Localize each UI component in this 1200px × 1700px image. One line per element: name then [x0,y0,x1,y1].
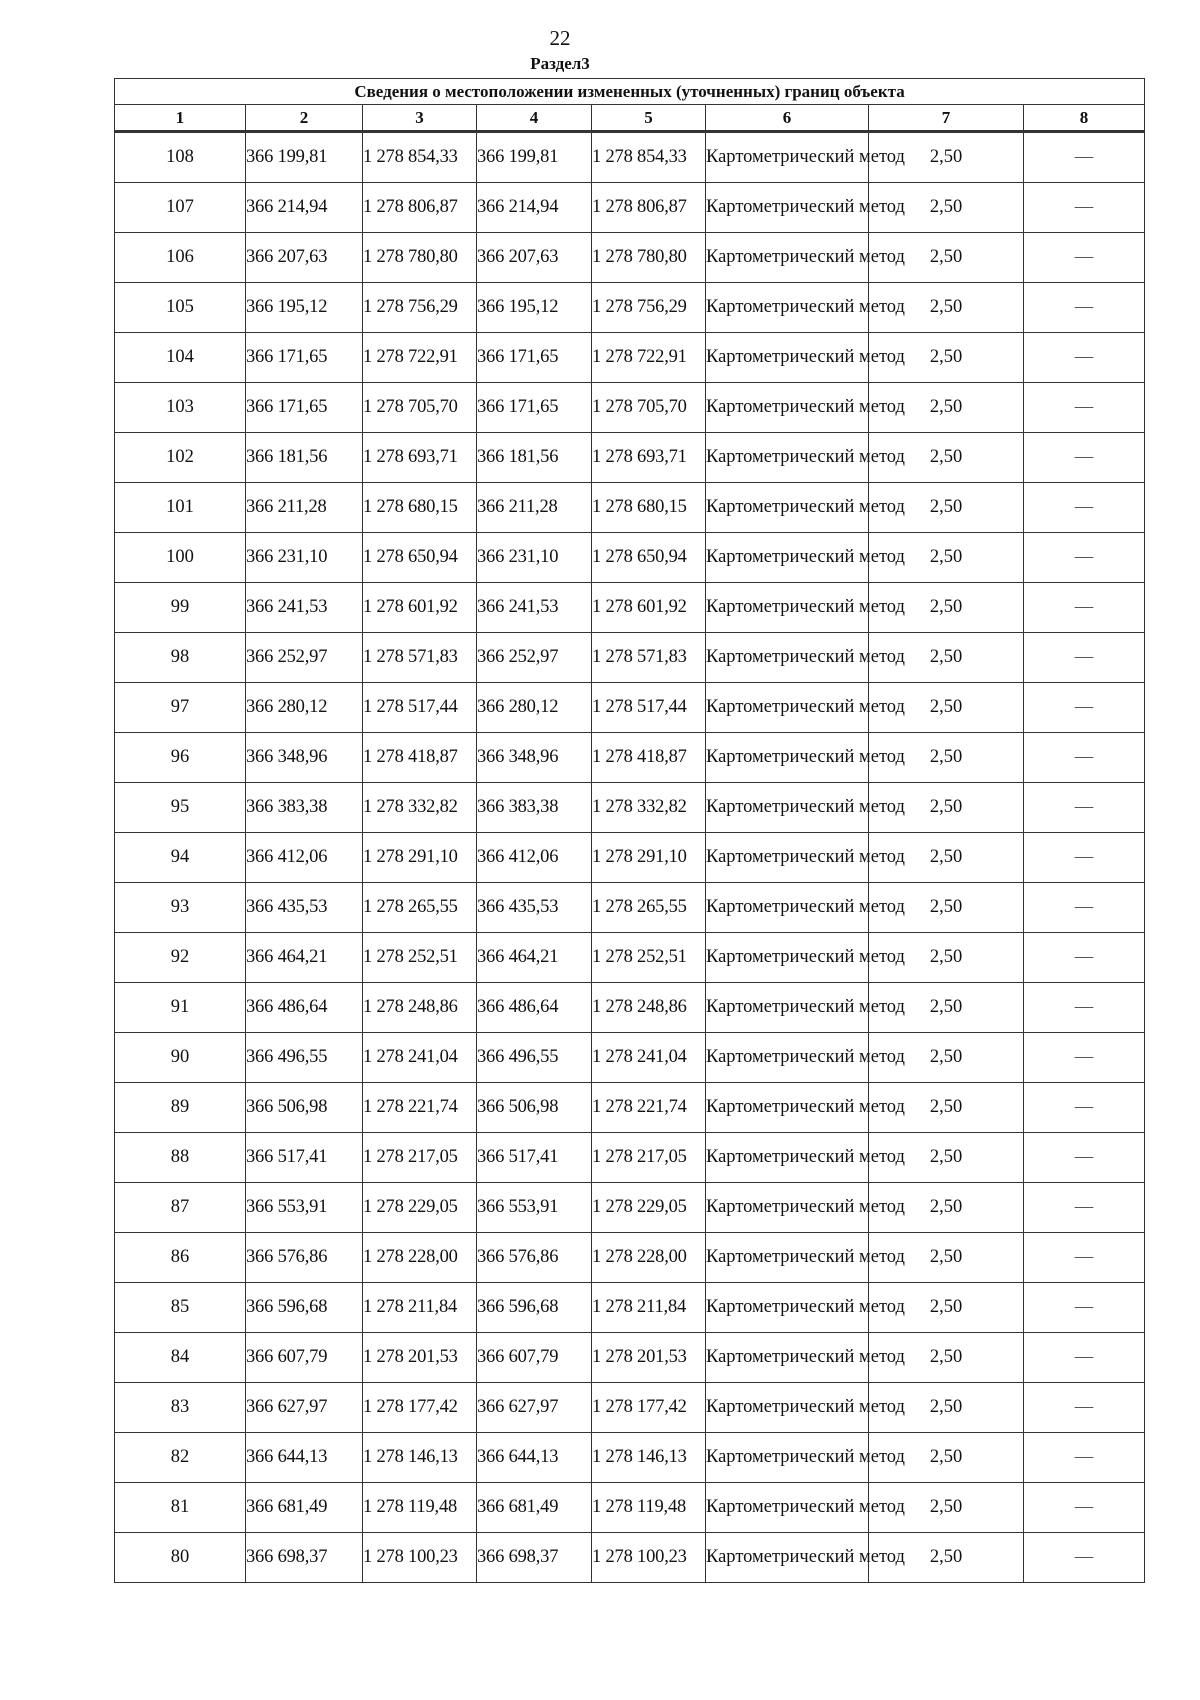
refined-y: 1 278 221,74 [592,1083,706,1133]
existing-x: 366 280,12 [246,683,363,733]
table-row [115,283,1145,333]
refined-y: 1 278 265,55 [592,883,706,933]
refined-x: 366 231,10 [477,533,592,583]
refined-y: 1 278 722,91 [592,333,706,383]
accuracy-value: 2,50 [869,883,1024,933]
existing-x: 366 348,96 [246,733,363,783]
accuracy-value: 2,50 [869,583,1024,633]
refined-y: 1 278 100,23 [592,1533,706,1583]
column-number: 5 [592,105,706,132]
refined-x: 366 412,06 [477,833,592,883]
accuracy-value: 2,50 [869,1383,1024,1433]
existing-y: 1 278 177,42 [363,1383,477,1433]
table-row [115,633,1145,683]
refined-x: 366 496,55 [477,1033,592,1083]
existing-x: 366 644,13 [246,1433,363,1483]
existing-y: 1 278 221,74 [363,1083,477,1133]
existing-x: 366 214,94 [246,183,363,233]
accuracy-value: 2,50 [869,1483,1024,1533]
description-dash: — [1024,483,1145,533]
table-row [115,1033,1145,1083]
description-dash: — [1024,383,1145,433]
determination-method: Картометрический метод [706,733,869,783]
point-number: 108 [115,132,246,183]
refined-y: 1 278 650,94 [592,533,706,583]
determination-method: Картометрический метод [706,983,869,1033]
point-number: 80 [115,1533,246,1583]
refined-x: 366 553,91 [477,1183,592,1233]
description-dash: — [1024,1333,1145,1383]
refined-y: 1 278 780,80 [592,233,706,283]
accuracy-value: 2,50 [869,1283,1024,1333]
refined-x: 366 199,81 [477,132,592,183]
accuracy-value: 2,50 [869,483,1024,533]
section-title: Раздел3 [530,54,590,73]
description-dash: — [1024,883,1145,933]
accuracy-value: 2,50 [869,1333,1024,1383]
refined-y: 1 278 252,51 [592,933,706,983]
point-number: 87 [115,1183,246,1233]
existing-y: 1 278 601,92 [363,583,477,633]
existing-y: 1 278 722,91 [363,333,477,383]
determination-method: Картометрический метод [706,1533,869,1583]
table-caption: Сведения о местоположении измененных (уточненных) границ объекта [115,79,1145,105]
determination-method: Картометрический метод [706,633,869,683]
refined-x: 366 252,97 [477,633,592,683]
determination-method: Картометрический метод [706,1133,869,1183]
refined-x: 366 214,94 [477,183,592,233]
determination-method: Картометрический метод [706,1033,869,1083]
determination-method: Картометрический метод [706,1483,869,1533]
existing-x: 366 435,53 [246,883,363,933]
accuracy-value: 2,50 [869,333,1024,383]
accuracy-value: 2,50 [869,783,1024,833]
refined-y: 1 278 756,29 [592,283,706,333]
existing-y: 1 278 229,05 [363,1183,477,1233]
existing-x: 366 698,37 [246,1533,363,1583]
table-row [115,933,1145,983]
refined-y: 1 278 806,87 [592,183,706,233]
determination-method: Картометрический метод [706,783,869,833]
existing-y: 1 278 265,55 [363,883,477,933]
determination-method: Картометрический метод [706,533,869,583]
point-number: 89 [115,1083,246,1133]
point-number: 81 [115,1483,246,1533]
determination-method: Картометрический метод [706,333,869,383]
refined-x: 366 486,64 [477,983,592,1033]
existing-y: 1 278 217,05 [363,1133,477,1183]
column-number: 4 [477,105,592,132]
table-row [115,1433,1145,1483]
point-number: 83 [115,1383,246,1433]
column-number: 8 [1024,105,1145,132]
column-number: 3 [363,105,477,132]
accuracy-value: 2,50 [869,633,1024,683]
refined-y: 1 278 291,10 [592,833,706,883]
determination-method: Картометрический метод [706,383,869,433]
existing-x: 366 496,55 [246,1033,363,1083]
point-number: 94 [115,833,246,883]
accuracy-value: 2,50 [869,833,1024,883]
determination-method: Картометрический метод [706,1233,869,1283]
existing-y: 1 278 211,84 [363,1283,477,1333]
determination-method: Картометрический метод [706,132,869,183]
refined-x: 366 698,37 [477,1533,592,1583]
existing-y: 1 278 517,44 [363,683,477,733]
refined-x: 366 596,68 [477,1283,592,1333]
refined-y: 1 278 177,42 [592,1383,706,1433]
column-number: 2 [246,105,363,132]
existing-y: 1 278 418,87 [363,733,477,783]
table-body [115,132,1145,1583]
point-number: 95 [115,783,246,833]
existing-y: 1 278 650,94 [363,533,477,583]
determination-method: Картометрический метод [706,1183,869,1233]
refined-y: 1 278 571,83 [592,633,706,683]
existing-y: 1 278 201,53 [363,1333,477,1383]
accuracy-value: 2,50 [869,1033,1024,1083]
column-number: 7 [869,105,1024,132]
refined-x: 366 241,53 [477,583,592,633]
description-dash: — [1024,1033,1145,1083]
description-dash: — [1024,683,1145,733]
existing-y: 1 278 332,82 [363,783,477,833]
description-dash: — [1024,433,1145,483]
page-number: 22 [549,26,571,50]
existing-x: 366 412,06 [246,833,363,883]
description-dash: — [1024,983,1145,1033]
table-row [115,433,1145,483]
determination-method: Картометрический метод [706,1383,869,1433]
existing-x: 366 506,98 [246,1083,363,1133]
description-dash: — [1024,583,1145,633]
point-number: 101 [115,483,246,533]
existing-x: 366 553,91 [246,1183,363,1233]
accuracy-value: 2,50 [869,283,1024,333]
description-dash: — [1024,1083,1145,1133]
existing-y: 1 278 228,00 [363,1233,477,1283]
refined-x: 366 211,28 [477,483,592,533]
table-row [115,783,1145,833]
accuracy-value: 2,50 [869,983,1024,1033]
accuracy-value: 2,50 [869,1433,1024,1483]
determination-method: Картометрический метод [706,1333,869,1383]
point-number: 98 [115,633,246,683]
existing-y: 1 278 248,86 [363,983,477,1033]
existing-y: 1 278 780,80 [363,233,477,283]
determination-method: Картометрический метод [706,233,869,283]
existing-x: 366 231,10 [246,533,363,583]
table-row [115,1133,1145,1183]
table-row [115,383,1145,433]
table-row [115,1533,1145,1583]
refined-x: 366 506,98 [477,1083,592,1133]
determination-method: Картометрический метод [706,483,869,533]
point-number: 97 [115,683,246,733]
refined-y: 1 278 854,33 [592,132,706,183]
refined-y: 1 278 248,86 [592,983,706,1033]
accuracy-value: 2,50 [869,1533,1024,1583]
refined-x: 366 517,41 [477,1133,592,1183]
existing-x: 366 252,97 [246,633,363,683]
description-dash: — [1024,1483,1145,1533]
existing-y: 1 278 241,04 [363,1033,477,1083]
existing-x: 366 596,68 [246,1283,363,1333]
point-number: 104 [115,333,246,383]
determination-method: Картометрический метод [706,933,869,983]
refined-x: 366 181,56 [477,433,592,483]
description-dash: — [1024,132,1145,183]
accuracy-value: 2,50 [869,1183,1024,1233]
determination-method: Картометрический метод [706,683,869,733]
existing-y: 1 278 571,83 [363,633,477,683]
existing-y: 1 278 252,51 [363,933,477,983]
determination-method: Картометрический метод [706,1433,869,1483]
table-row [115,533,1145,583]
refined-y: 1 278 705,70 [592,383,706,433]
point-number: 107 [115,183,246,233]
determination-method: Картометрический метод [706,183,869,233]
existing-x: 366 681,49 [246,1483,363,1533]
existing-y: 1 278 146,13 [363,1433,477,1483]
accuracy-value: 2,50 [869,433,1024,483]
refined-x: 366 607,79 [477,1333,592,1383]
determination-method: Картометрический метод [706,433,869,483]
determination-method: Картометрический метод [706,883,869,933]
description-dash: — [1024,1233,1145,1283]
existing-x: 366 627,97 [246,1383,363,1433]
table-row [115,483,1145,533]
refined-y: 1 278 211,84 [592,1283,706,1333]
existing-x: 366 181,56 [246,433,363,483]
existing-y: 1 278 854,33 [363,132,477,183]
existing-y: 1 278 100,23 [363,1533,477,1583]
table-row [115,733,1145,783]
refined-y: 1 278 517,44 [592,683,706,733]
column-number: 6 [706,105,869,132]
table-row [115,132,1145,183]
table-row [115,583,1145,633]
existing-x: 366 383,38 [246,783,363,833]
refined-x: 366 383,38 [477,783,592,833]
existing-x: 366 195,12 [246,283,363,333]
description-dash: — [1024,933,1145,983]
existing-x: 366 576,86 [246,1233,363,1283]
accuracy-value: 2,50 [869,1133,1024,1183]
existing-x: 366 171,65 [246,333,363,383]
point-number: 96 [115,733,246,783]
description-dash: — [1024,283,1145,333]
existing-y: 1 278 705,70 [363,383,477,433]
description-dash: — [1024,633,1145,683]
refined-y: 1 278 228,00 [592,1233,706,1283]
existing-x: 366 171,65 [246,383,363,433]
point-number: 100 [115,533,246,583]
refined-y: 1 278 693,71 [592,433,706,483]
boundary-coordinates-table [114,78,1145,1583]
refined-y: 1 278 601,92 [592,583,706,633]
existing-x: 366 199,81 [246,132,363,183]
point-number: 85 [115,1283,246,1333]
refined-y: 1 278 217,05 [592,1133,706,1183]
description-dash: — [1024,333,1145,383]
accuracy-value: 2,50 [869,233,1024,283]
refined-x: 366 195,12 [477,283,592,333]
accuracy-value: 2,50 [869,183,1024,233]
point-number: 99 [115,583,246,633]
description-dash: — [1024,733,1145,783]
refined-y: 1 278 332,82 [592,783,706,833]
accuracy-value: 2,50 [869,683,1024,733]
description-dash: — [1024,1133,1145,1183]
table-row [115,983,1145,1033]
determination-method: Картометрический метод [706,283,869,333]
accuracy-value: 2,50 [869,533,1024,583]
table-row [115,883,1145,933]
table-row [115,183,1145,233]
description-dash: — [1024,533,1145,583]
description-dash: — [1024,183,1145,233]
table-row [115,1333,1145,1383]
refined-x: 366 280,12 [477,683,592,733]
accuracy-value: 2,50 [869,933,1024,983]
existing-y: 1 278 693,71 [363,433,477,483]
existing-y: 1 278 756,29 [363,283,477,333]
accuracy-value: 2,50 [869,733,1024,783]
refined-x: 366 171,65 [477,333,592,383]
existing-x: 366 486,64 [246,983,363,1033]
refined-x: 366 681,49 [477,1483,592,1533]
description-dash: — [1024,783,1145,833]
point-number: 102 [115,433,246,483]
existing-y: 1 278 680,15 [363,483,477,533]
refined-y: 1 278 229,05 [592,1183,706,1233]
existing-x: 366 464,21 [246,933,363,983]
refined-x: 366 435,53 [477,883,592,933]
table-row [115,1383,1145,1433]
refined-y: 1 278 241,04 [592,1033,706,1083]
description-dash: — [1024,233,1145,283]
existing-x: 366 241,53 [246,583,363,633]
refined-x: 366 576,86 [477,1233,592,1283]
description-dash: — [1024,1183,1145,1233]
refined-x: 366 644,13 [477,1433,592,1483]
accuracy-value: 2,50 [869,1083,1024,1133]
determination-method: Картометрический метод [706,583,869,633]
accuracy-value: 2,50 [869,383,1024,433]
point-number: 90 [115,1033,246,1083]
table-row [115,683,1145,733]
point-number: 92 [115,933,246,983]
existing-x: 366 607,79 [246,1333,363,1383]
existing-y: 1 278 291,10 [363,833,477,883]
refined-y: 1 278 680,15 [592,483,706,533]
table-row [115,1233,1145,1283]
refined-x: 366 207,63 [477,233,592,283]
refined-x: 366 627,97 [477,1383,592,1433]
determination-method: Картометрический метод [706,833,869,883]
point-number: 91 [115,983,246,1033]
refined-y: 1 278 201,53 [592,1333,706,1383]
table-row [115,1483,1145,1533]
description-dash: — [1024,1283,1145,1333]
point-number: 103 [115,383,246,433]
determination-method: Картометрический метод [706,1083,869,1133]
existing-x: 366 207,63 [246,233,363,283]
point-number: 93 [115,883,246,933]
existing-y: 1 278 119,48 [363,1483,477,1533]
existing-x: 366 211,28 [246,483,363,533]
refined-x: 366 171,65 [477,383,592,433]
column-number-row [115,105,1145,132]
point-number: 88 [115,1133,246,1183]
description-dash: — [1024,1383,1145,1433]
accuracy-value: 2,50 [869,132,1024,183]
determination-method: Картометрический метод [706,1283,869,1333]
refined-y: 1 278 418,87 [592,733,706,783]
accuracy-value: 2,50 [869,1233,1024,1283]
column-number: 1 [115,105,246,132]
description-dash: — [1024,1433,1145,1483]
existing-x: 366 517,41 [246,1133,363,1183]
existing-y: 1 278 806,87 [363,183,477,233]
refined-y: 1 278 119,48 [592,1483,706,1533]
description-dash: — [1024,833,1145,883]
table-row [115,1283,1145,1333]
point-number: 105 [115,283,246,333]
refined-x: 366 464,21 [477,933,592,983]
point-number: 86 [115,1233,246,1283]
point-number: 82 [115,1433,246,1483]
refined-y: 1 278 146,13 [592,1433,706,1483]
description-dash: — [1024,1533,1145,1583]
point-number: 84 [115,1333,246,1383]
table-row [115,833,1145,883]
table-row [115,333,1145,383]
refined-x: 366 348,96 [477,733,592,783]
table-row [115,1183,1145,1233]
table-row [115,1083,1145,1133]
table-row [115,233,1145,283]
point-number: 106 [115,233,246,283]
